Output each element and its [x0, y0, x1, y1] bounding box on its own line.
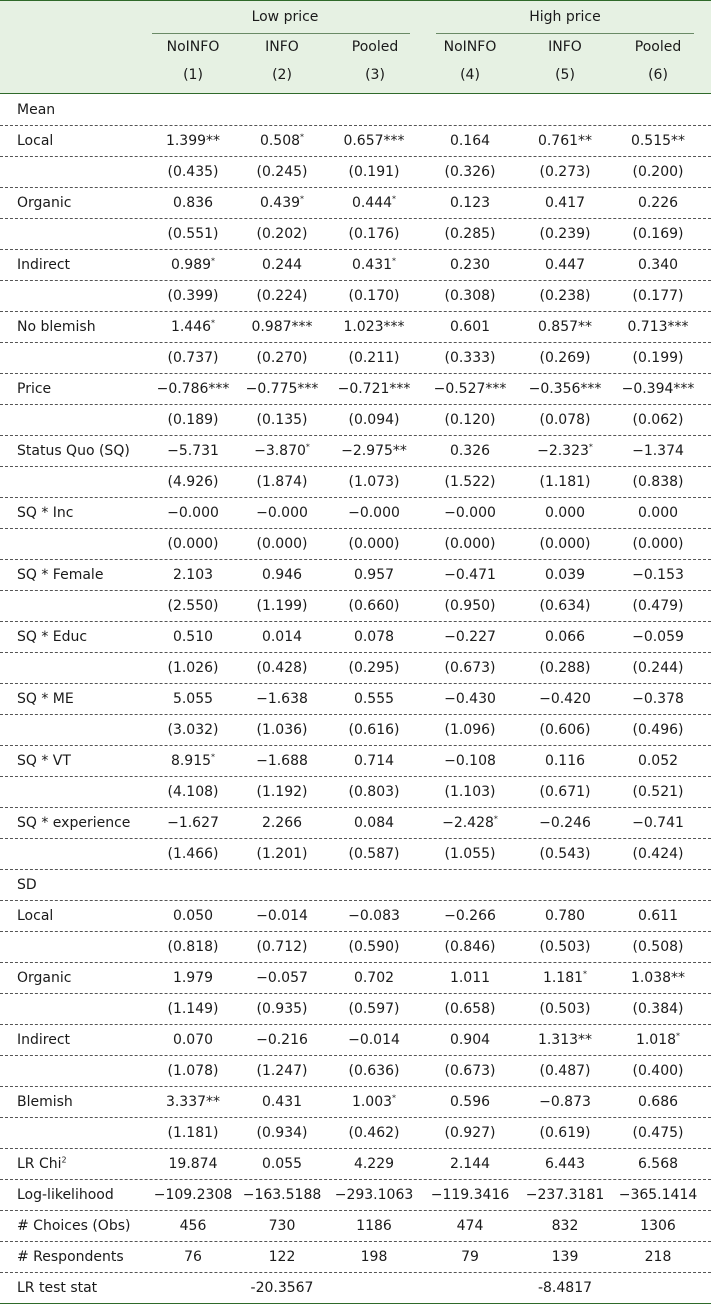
table-row	[0, 126, 711, 157]
table-cell: (1.522)	[444, 474, 496, 490]
table-row	[0, 219, 711, 250]
table-cell: 0.989*	[170, 256, 216, 273]
table-cell: −365.1414	[618, 1187, 698, 1203]
table-cell: (0.269)	[539, 350, 591, 366]
table-cell: 0.340	[637, 257, 679, 273]
table-cell: (0.587)	[348, 846, 400, 862]
col-number-2: (2)	[272, 67, 292, 83]
table-cell: 1.018*	[635, 1031, 681, 1048]
table-cell: 0.555	[353, 691, 395, 707]
table-cell: (0.308)	[444, 288, 496, 304]
table-row	[0, 1087, 711, 1118]
table-cell: (4.926)	[167, 474, 219, 490]
group-high-price: High price	[529, 9, 601, 25]
table-cell: 122	[268, 1249, 296, 1265]
table-row	[0, 436, 711, 467]
row-label: SQ * experience	[17, 815, 131, 831]
table-cell: 139	[551, 1249, 579, 1265]
table-cell: −3.870*	[254, 442, 310, 459]
table-cell: (0.950)	[444, 598, 496, 614]
table-cell: 8.915*	[170, 752, 216, 769]
table-cell: (0.094)	[348, 412, 400, 428]
table-row	[0, 498, 711, 529]
table-cell: (0.737)	[167, 350, 219, 366]
table-cell: (0.326)	[444, 164, 496, 180]
table-cell: 0.078	[353, 629, 395, 645]
table-cell: 0.713***	[627, 319, 689, 335]
table-cell: 0.515**	[630, 133, 686, 149]
table-cell: −0.775***	[245, 381, 319, 397]
table-row	[0, 870, 711, 901]
table-cell: 0.050	[172, 908, 214, 924]
table-cell: 0.052	[637, 753, 679, 769]
table-row	[0, 777, 711, 808]
table-cell: 0.447	[544, 257, 586, 273]
table-cell: −0.153	[632, 567, 684, 583]
table-cell: −0.471	[444, 567, 496, 583]
table-cell: −293.1063	[334, 1187, 414, 1203]
table-cell: 0.244	[261, 257, 303, 273]
table-cell: (1.055)	[444, 846, 496, 862]
table-cell: (0.239)	[539, 226, 591, 242]
table-cell: (0.606)	[539, 722, 591, 738]
row-label: Log-likelihood	[17, 1187, 114, 1203]
row-label: No blemish	[17, 319, 96, 335]
table-cell: 730	[268, 1218, 296, 1234]
table-cell: (1.149)	[167, 1001, 219, 1017]
table-cell: 1.399**	[165, 133, 221, 149]
table-cell: (0.934)	[256, 1125, 308, 1141]
table-cell: −119.3416	[430, 1187, 510, 1203]
table-row	[0, 1211, 711, 1242]
table-row	[0, 560, 711, 591]
table-cell: 0.417	[544, 195, 586, 211]
table-cell: (0.590)	[348, 939, 400, 955]
table-cell: (0.295)	[348, 660, 400, 676]
table-cell: (1.199)	[256, 598, 308, 614]
row-label: Status Quo (SQ)	[17, 443, 130, 459]
table-cell: −5.731	[167, 443, 219, 459]
table-cell: (1.466)	[167, 846, 219, 862]
table-cell: (1.103)	[444, 784, 496, 800]
table-cell: −163.5188	[242, 1187, 322, 1203]
col-number-4: (4)	[460, 67, 480, 83]
table-row	[0, 1149, 711, 1180]
group-rule-low	[152, 33, 410, 34]
table-cell: 1.181*	[542, 969, 588, 986]
table-cell: 0.987***	[251, 319, 313, 335]
table-cell: 1186	[356, 1218, 392, 1234]
table-cell: 1.446*	[170, 318, 216, 335]
row-label: Blemish	[17, 1094, 73, 1110]
table-cell: 0.084	[353, 815, 395, 831]
table-cell: 0.946	[261, 567, 303, 583]
row-label: Mean	[17, 102, 56, 118]
table-cell: (0.000)	[256, 536, 308, 552]
col-header-4: NoINFO	[443, 39, 497, 55]
table-cell: (0.846)	[444, 939, 496, 955]
table-cell: 6.568	[637, 1156, 679, 1172]
table-cell: (0.333)	[444, 350, 496, 366]
table-cell: (1.201)	[256, 846, 308, 862]
table-cell: (0.503)	[539, 939, 591, 955]
table-cell: (0.176)	[348, 226, 400, 242]
row-label: SQ * Female	[17, 567, 104, 583]
table-cell: (0.399)	[167, 288, 219, 304]
table-row	[0, 188, 711, 219]
table-cell: 1.038**	[630, 970, 686, 986]
table-cell: (0.818)	[167, 939, 219, 955]
row-label: Price	[17, 381, 52, 397]
table-cell: −0.057	[256, 970, 308, 986]
table-cell: 0.116	[544, 753, 586, 769]
table-cell: −0.059	[632, 629, 684, 645]
table-cell: −0.873	[539, 1094, 591, 1110]
col-header-5: INFO	[548, 39, 582, 55]
col-header-1: NoINFO	[166, 39, 220, 55]
table-cell: 0.014	[261, 629, 303, 645]
col-header-2: INFO	[265, 39, 299, 55]
table-cell: 0.000	[637, 505, 679, 521]
table-cell: 474	[456, 1218, 484, 1234]
table-cell: −0.000	[348, 505, 400, 521]
table-cell: (0.634)	[539, 598, 591, 614]
table-cell: (0.673)	[444, 1063, 496, 1079]
table-cell: (0.238)	[539, 288, 591, 304]
table-cell: −0.014	[256, 908, 308, 924]
row-label: SD	[17, 877, 37, 893]
table-cell: −0.227	[444, 629, 496, 645]
table-cell: −1.688	[256, 753, 308, 769]
table-cell: (2.550)	[167, 598, 219, 614]
table-cell: 1.023***	[343, 319, 405, 335]
table-cell: −0.741	[632, 815, 684, 831]
row-label: Organic	[17, 970, 72, 986]
table-row	[0, 653, 711, 684]
table-cell: (0.660)	[348, 598, 400, 614]
table-cell: -20.3567	[250, 1280, 314, 1296]
table-cell: −2.323*	[537, 442, 593, 459]
table-cell: 0.686	[637, 1094, 679, 1110]
table-cell: 0.039	[544, 567, 586, 583]
table-cell: −0.394***	[621, 381, 695, 397]
table-cell: (0.543)	[539, 846, 591, 862]
table-cell: 832	[551, 1218, 579, 1234]
table-cell: 0.070	[172, 1032, 214, 1048]
table-cell: 0.230	[449, 257, 491, 273]
table-cell: −0.786***	[156, 381, 230, 397]
table-cell: (1.192)	[256, 784, 308, 800]
row-label: Local	[17, 908, 54, 924]
row-label: SQ * Inc	[17, 505, 74, 521]
table-cell: 0.857**	[537, 319, 593, 335]
table-cell: (0.000)	[167, 536, 219, 552]
table-cell: 0.439*	[259, 194, 305, 211]
table-cell: −0.356***	[528, 381, 602, 397]
table-cell: (0.244)	[632, 660, 684, 676]
table-cell: (0.078)	[539, 412, 591, 428]
table-cell: 1.979	[172, 970, 214, 986]
table-cell: (0.838)	[632, 474, 684, 490]
table-row	[0, 932, 711, 963]
table-cell: −0.000	[167, 505, 219, 521]
table-row	[0, 1025, 711, 1056]
table-cell: 0.957	[353, 567, 395, 583]
table-cell: 4.229	[353, 1156, 395, 1172]
table-row	[0, 715, 711, 746]
table-cell: (1.073)	[348, 474, 400, 490]
table-cell: (0.245)	[256, 164, 308, 180]
table-cell: (1.078)	[167, 1063, 219, 1079]
row-label: # Respondents	[17, 1249, 124, 1265]
table-cell: 0.904	[449, 1032, 491, 1048]
table-cell: 0.226	[637, 195, 679, 211]
table-cell: (0.487)	[539, 1063, 591, 1079]
table-cell: (0.177)	[632, 288, 684, 304]
table-row	[0, 343, 711, 374]
row-label: LR Chi$^2$	[17, 1155, 67, 1172]
table-cell: 79	[461, 1249, 479, 1265]
table-cell: 0.836	[172, 195, 214, 211]
row-label: SQ * VT	[17, 753, 71, 769]
table-cell: −2.428*	[442, 814, 498, 831]
table-cell: 0.326	[449, 443, 491, 459]
table-cell: (0.496)	[632, 722, 684, 738]
table-cell: 0.510	[172, 629, 214, 645]
table-row	[0, 808, 711, 839]
table-cell: 0.508*	[259, 132, 305, 149]
table-cell: −237.3181	[525, 1187, 605, 1203]
col-header-6: Pooled	[634, 39, 682, 55]
group-low-price: Low price	[251, 9, 319, 25]
row-label: SQ * ME	[17, 691, 74, 707]
row-label: Organic	[17, 195, 72, 211]
table-cell: (0.616)	[348, 722, 400, 738]
table-cell: (0.462)	[348, 1125, 400, 1141]
table-cell: 0.714	[353, 753, 395, 769]
table-cell: 0.780	[544, 908, 586, 924]
table-cell: (1.181)	[539, 474, 591, 490]
table-cell: (0.120)	[444, 412, 496, 428]
table-cell: 2.103	[172, 567, 214, 583]
table-cell: (1.026)	[167, 660, 219, 676]
table-row	[0, 529, 711, 560]
table-cell: −0.721***	[337, 381, 411, 397]
table-row	[0, 901, 711, 932]
table-row	[0, 1180, 711, 1211]
table-cell: 0.657***	[343, 133, 405, 149]
table-cell: −2.975**	[341, 443, 407, 459]
table-cell: 0.761**	[537, 133, 593, 149]
table-row	[0, 1242, 711, 1273]
row-label: Local	[17, 133, 54, 149]
table-cell: 0.702	[353, 970, 395, 986]
table-cell: (4.108)	[167, 784, 219, 800]
table-cell: (0.191)	[348, 164, 400, 180]
table-cell: 2.266	[261, 815, 303, 831]
row-label: Indirect	[17, 1032, 71, 1048]
table-row	[0, 591, 711, 622]
table-cell: (0.270)	[256, 350, 308, 366]
table-cell: 6.443	[544, 1156, 586, 1172]
table-cell: (0.273)	[539, 164, 591, 180]
table-cell: (0.189)	[167, 412, 219, 428]
table-cell: (0.935)	[256, 1001, 308, 1017]
table-cell: (0.000)	[348, 536, 400, 552]
table-cell: (0.000)	[444, 536, 496, 552]
table-cell: (0.428)	[256, 660, 308, 676]
col-header-3: Pooled	[351, 39, 399, 55]
table-cell: −0.266	[444, 908, 496, 924]
table-cell: 0.164	[449, 133, 491, 149]
table-cell: (0.673)	[444, 660, 496, 676]
table-cell: (1.874)	[256, 474, 308, 490]
table-cell: 0.431*	[351, 256, 397, 273]
table-cell: −0.000	[256, 505, 308, 521]
table-row	[0, 281, 711, 312]
table-row	[0, 374, 711, 405]
table-cell: (1.247)	[256, 1063, 308, 1079]
table-cell: −0.216	[256, 1032, 308, 1048]
table-cell: (0.211)	[348, 350, 400, 366]
table-row	[0, 250, 711, 281]
table-cell: −109.2308	[153, 1187, 233, 1203]
table-cell: −0.246	[539, 815, 591, 831]
table-cell: −0.083	[348, 908, 400, 924]
table-cell: 0.611	[637, 908, 679, 924]
table-row	[0, 746, 711, 777]
table-row	[0, 1118, 711, 1149]
table-cell: −0.420	[539, 691, 591, 707]
table-cell: (0.424)	[632, 846, 684, 862]
table-cell: (0.062)	[632, 412, 684, 428]
table-cell: (0.636)	[348, 1063, 400, 1079]
table-cell: (0.503)	[539, 1001, 591, 1017]
table-cell: −1.627	[167, 815, 219, 831]
table-cell: (0.000)	[539, 536, 591, 552]
table-row	[0, 95, 711, 126]
table-cell: (0.400)	[632, 1063, 684, 1079]
table-cell: 2.144	[449, 1156, 491, 1172]
row-label: # Choices (Obs)	[17, 1218, 131, 1234]
table-cell: 0.000	[544, 505, 586, 521]
table-row	[0, 405, 711, 436]
table-cell: (0.927)	[444, 1125, 496, 1141]
table-cell: 0.123	[449, 195, 491, 211]
table-cell: (3.032)	[167, 722, 219, 738]
col-number-3: (3)	[365, 67, 385, 83]
table-cell: (0.508)	[632, 939, 684, 955]
table-row	[0, 839, 711, 870]
table-cell: (0.435)	[167, 164, 219, 180]
table-cell: 0.066	[544, 629, 586, 645]
table-cell: 1.313**	[537, 1032, 593, 1048]
table-cell: 1.003*	[351, 1093, 397, 1110]
table-cell: (1.181)	[167, 1125, 219, 1141]
table-header	[0, 0, 711, 94]
table-cell: −0.430	[444, 691, 496, 707]
table-cell: (0.000)	[632, 536, 684, 552]
table-cell: 198	[360, 1249, 388, 1265]
table-cell: −0.527***	[433, 381, 507, 397]
col-number-5: (5)	[555, 67, 575, 83]
table-cell: -8.4817	[537, 1280, 593, 1296]
table-cell: 19.874	[168, 1156, 218, 1172]
table-cell: (0.671)	[539, 784, 591, 800]
table-cell: (0.199)	[632, 350, 684, 366]
table-cell: −0.378	[632, 691, 684, 707]
table-cell: 0.444*	[351, 194, 397, 211]
group-rule-high	[436, 33, 694, 34]
table-cell: (0.475)	[632, 1125, 684, 1141]
col-number-6: (6)	[648, 67, 668, 83]
row-label: SQ * Educ	[17, 629, 88, 645]
table-cell: 5.055	[172, 691, 214, 707]
table-cell: 1306	[640, 1218, 676, 1234]
table-cell: 0.055	[261, 1156, 303, 1172]
table-row	[0, 157, 711, 188]
table-cell: (0.224)	[256, 288, 308, 304]
table-row	[0, 684, 711, 715]
table-cell: 0.596	[449, 1094, 491, 1110]
table-cell: 0.431	[261, 1094, 303, 1110]
table-cell: (0.288)	[539, 660, 591, 676]
table-cell: −1.374	[632, 443, 684, 459]
table-cell: (0.170)	[348, 288, 400, 304]
table-cell: (1.096)	[444, 722, 496, 738]
table-cell: 456	[179, 1218, 207, 1234]
table-cell: (0.619)	[539, 1125, 591, 1141]
row-label: LR test stat	[17, 1280, 98, 1296]
table-cell: 0.601	[449, 319, 491, 335]
table-cell: (0.551)	[167, 226, 219, 242]
table-row	[0, 312, 711, 343]
table-cell: (0.479)	[632, 598, 684, 614]
col-number-1: (1)	[183, 67, 203, 83]
table-cell: (0.597)	[348, 1001, 400, 1017]
table-cell: 76	[184, 1249, 202, 1265]
table-cell: (0.521)	[632, 784, 684, 800]
table-cell: (0.712)	[256, 939, 308, 955]
table-cell: (0.384)	[632, 1001, 684, 1017]
table-cell: −1.638	[256, 691, 308, 707]
table-cell: (0.135)	[256, 412, 308, 428]
table-cell: (0.169)	[632, 226, 684, 242]
table-row	[0, 1273, 711, 1304]
table-cell: 3.337**	[165, 1094, 221, 1110]
table-cell: (0.658)	[444, 1001, 496, 1017]
table-cell: −0.014	[348, 1032, 400, 1048]
table-cell: (0.202)	[256, 226, 308, 242]
table-cell: −0.000	[444, 505, 496, 521]
table-row	[0, 467, 711, 498]
table-row	[0, 622, 711, 653]
table-cell: 1.011	[449, 970, 491, 986]
table-row	[0, 1056, 711, 1087]
table-cell: (0.285)	[444, 226, 496, 242]
table-cell: 218	[644, 1249, 672, 1265]
table-row	[0, 994, 711, 1025]
table-row	[0, 963, 711, 994]
table-cell: (1.036)	[256, 722, 308, 738]
table-cell: (0.803)	[348, 784, 400, 800]
row-label: Indirect	[17, 257, 71, 273]
table-cell: −0.108	[444, 753, 496, 769]
table-cell: (0.200)	[632, 164, 684, 180]
